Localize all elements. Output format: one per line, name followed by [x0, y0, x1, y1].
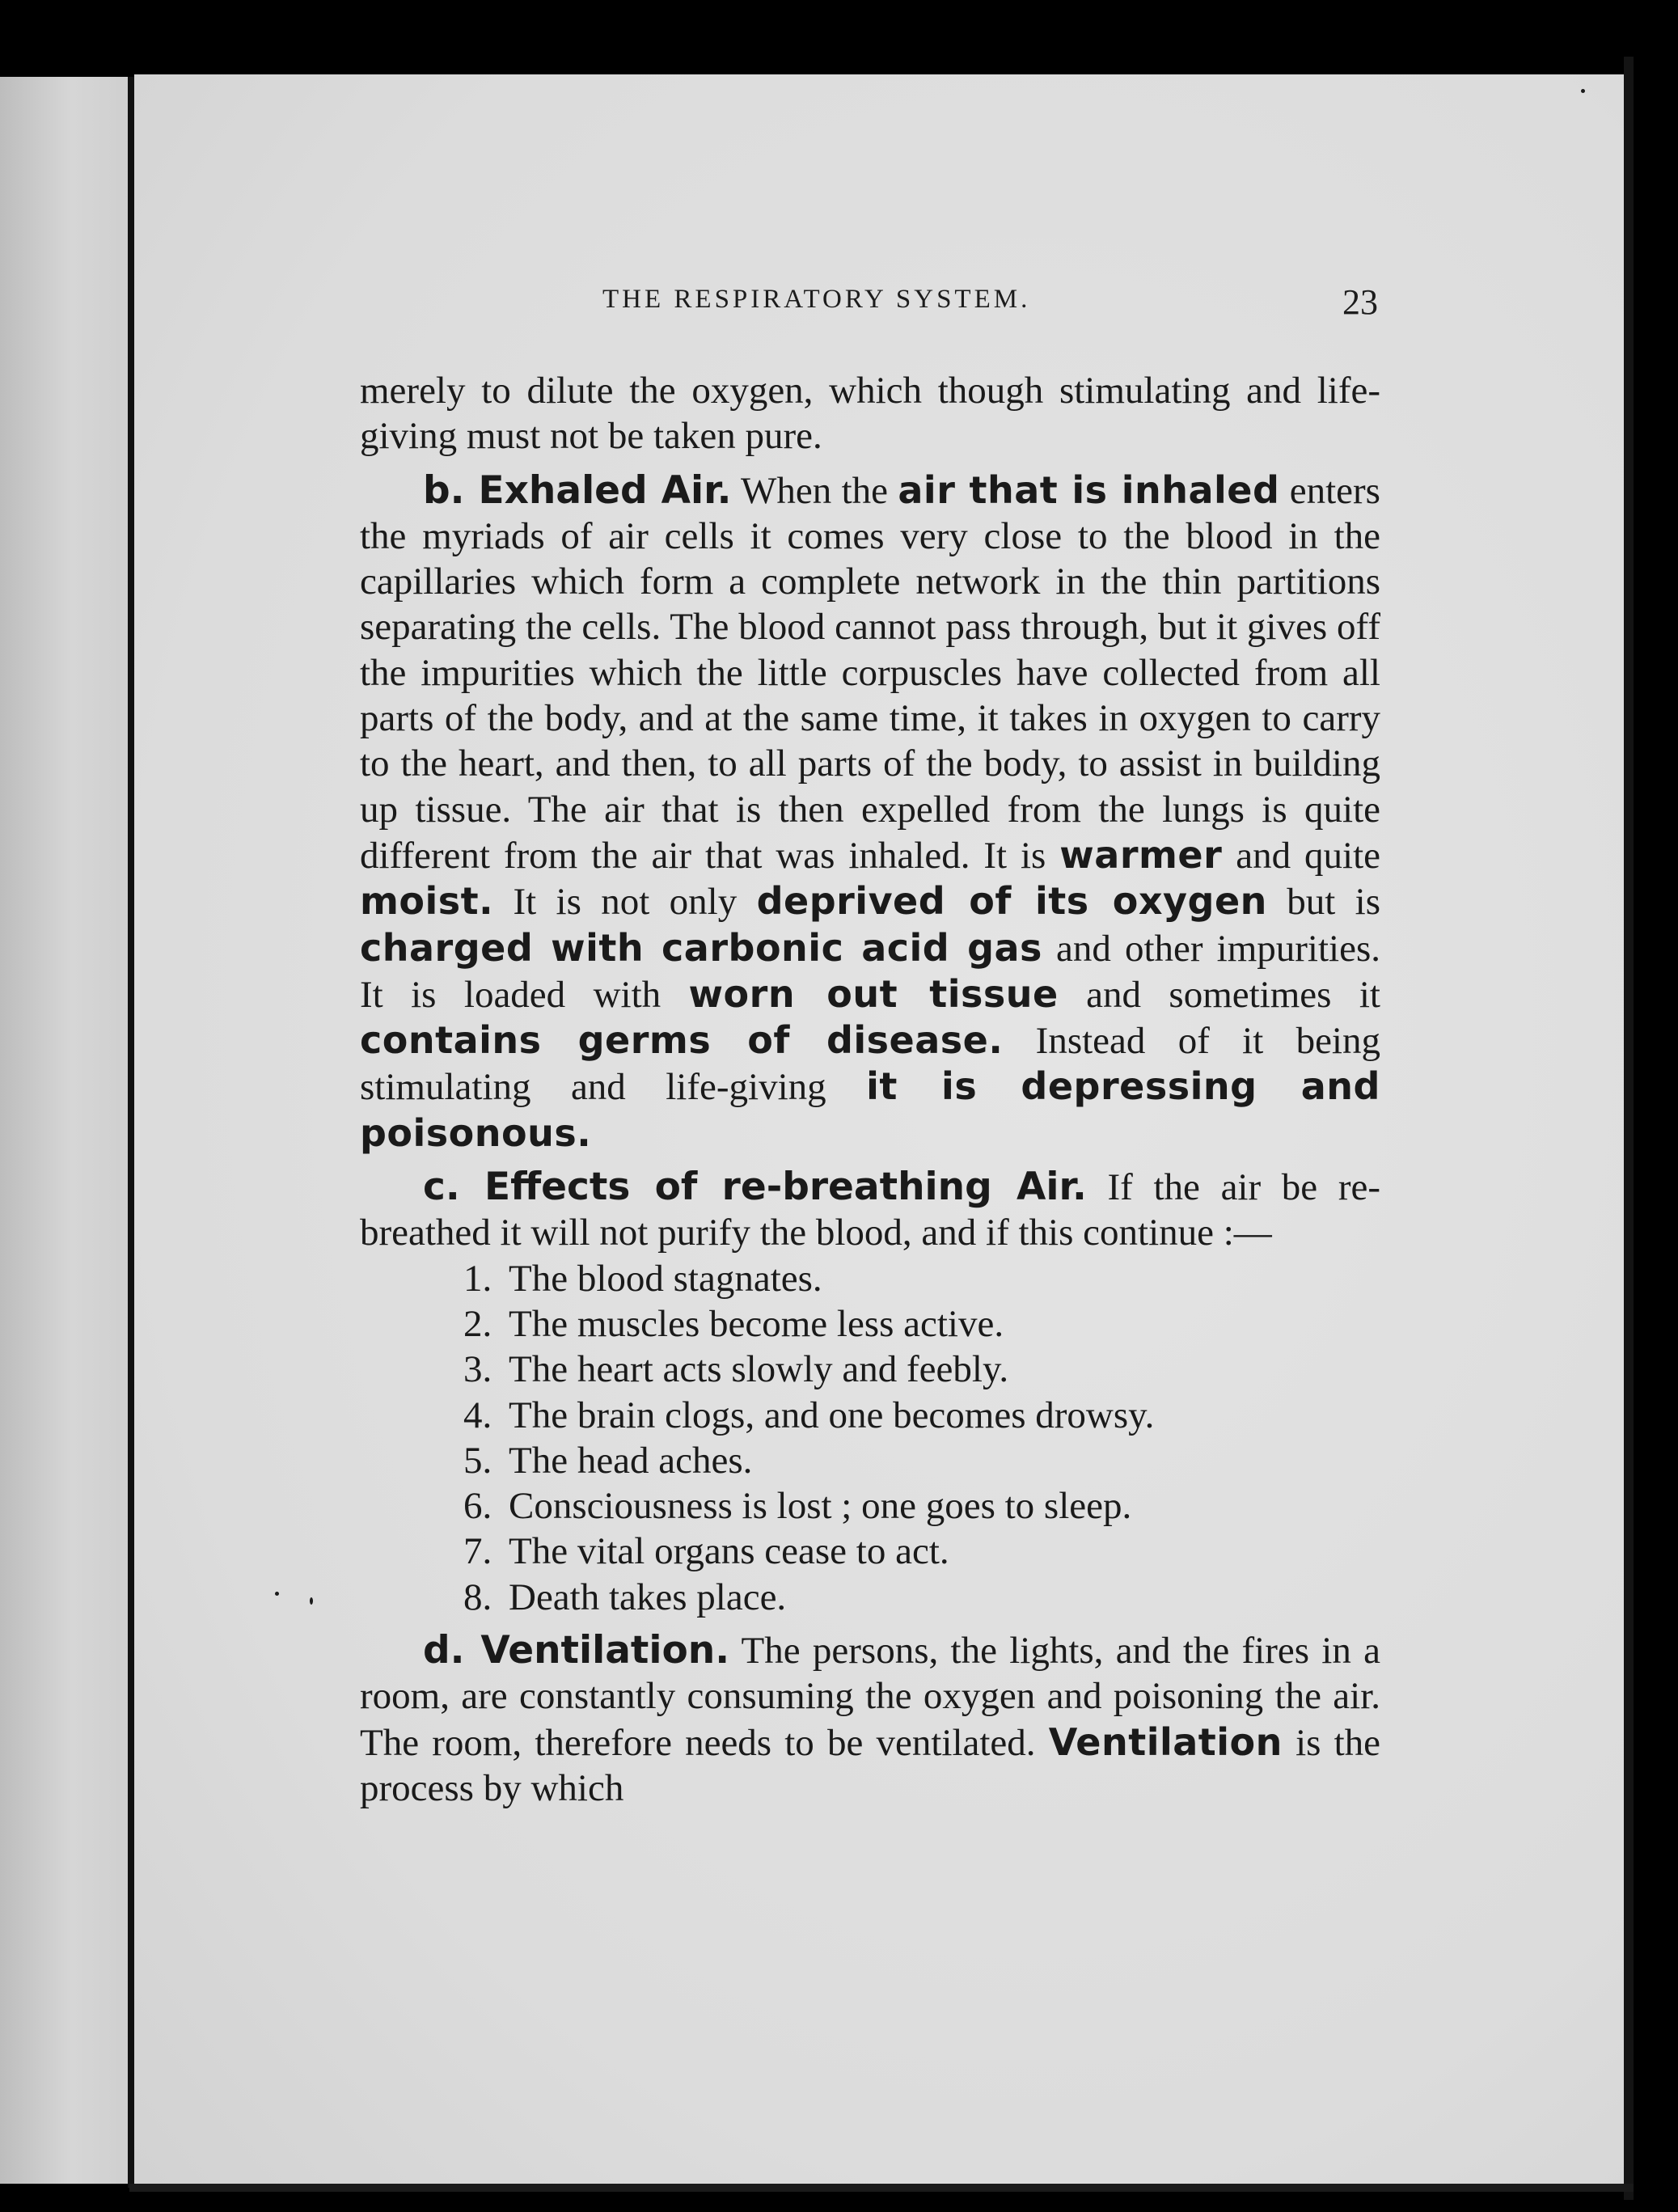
list-item — [463, 1483, 1380, 1529]
page-right-edge — [1624, 57, 1634, 2200]
list-item — [463, 1256, 1380, 1301]
list-item-number: 4. — [463, 1394, 492, 1436]
list-item-text: The vital organs cease to act. — [509, 1530, 949, 1573]
text-run: Instead of it being stimulating and life-giving — [360, 1020, 1380, 1109]
section-heading-c: c. Effects of re-breathing Air. — [423, 1165, 1087, 1210]
list-item — [463, 1529, 1380, 1574]
paragraph-rebreathing — [360, 1165, 1380, 1256]
list-item-number: 1. — [463, 1257, 492, 1300]
effects-list — [360, 1256, 1380, 1620]
text-run: The persons, the lights, and the fires in a room, are constantly consuming the oxygen and poisoning the air. The room, therefore needs to be ventilated. — [360, 1630, 1380, 1764]
list-item-number: 5. — [463, 1439, 492, 1482]
continuation-paragraph: merely to dilute the oxygen, which though stimulating and life-giving must not be taken pure. — [360, 370, 1380, 458]
emphasis-run: Ventilation — [1048, 1719, 1283, 1764]
margin-speck — [310, 1597, 313, 1605]
section-heading-d: d. Ventilation. — [423, 1628, 730, 1673]
list-item — [463, 1575, 1380, 1620]
emphasis-run: it is depressing and poisonous. — [360, 1064, 1380, 1155]
binding-gutter — [128, 77, 134, 2188]
section-heading-b: b. Exhaled Air. — [423, 467, 732, 513]
text-run: When the — [731, 469, 898, 512]
emphasis-run: warmer — [1059, 832, 1223, 877]
running-title: THE RESPIRATORY SYSTEM. — [602, 285, 1031, 314]
emphasis-run: moist. — [360, 879, 494, 924]
list-item-number: 3. — [463, 1348, 492, 1391]
list-item — [463, 1393, 1380, 1438]
list-item — [463, 1347, 1380, 1392]
facing-page-edge — [0, 77, 129, 2184]
page-number: 23 — [1342, 282, 1378, 322]
text-run: is the process by which — [360, 1721, 1380, 1809]
text-run: It is not only — [493, 881, 757, 924]
page-bottom-edge — [129, 2184, 1634, 2192]
list-item-text: Death takes place. — [509, 1575, 787, 1618]
emphasis-run: worn out tissue — [688, 971, 1059, 1016]
emphasis-run: air that is inhaled — [898, 467, 1280, 512]
paragraph-exhaled-air — [360, 467, 1380, 1157]
list-item-text: The brain clogs, and one becomes drowsy. — [509, 1394, 1155, 1436]
emphasis-run: deprived of its oxygen — [756, 879, 1267, 924]
list-item — [463, 1301, 1380, 1347]
emphasis-run: charged with carbonic acid gas — [360, 925, 1042, 970]
list-item-number: 2. — [463, 1302, 492, 1345]
margin-speck — [1581, 89, 1585, 93]
list-item — [463, 1438, 1380, 1483]
list-item-text: The head aches. — [509, 1439, 753, 1482]
list-item-text: The blood stagnates. — [509, 1257, 822, 1300]
paragraph-ventilation — [360, 1628, 1380, 1811]
text-run: enters the myriads of air cells it comes very close to the blood in the capillaries which form a complete network in the thin partitions separating the cells. The blood cannot pass through, but it gives off the impurities which the little corpuscles have collected from all parts of the body, and at the same time, it takes in oxygen to carry to the heart, and then, to all parts of the body, to assist in building up tissue. The air that is then expelled from the lungs is quite different from the air that was inhaled. It is — [360, 469, 1380, 877]
list-item-text: Consciousness is lost ; one goes to sleep. — [509, 1485, 1132, 1528]
page-body — [360, 368, 1380, 1811]
text-run: If the air be re-breathed it will not purify the blood, and if this continue :— — [360, 1166, 1380, 1254]
text-run: and other impurities. It is loaded with — [360, 927, 1380, 1016]
list-item-number: 7. — [463, 1530, 492, 1573]
text-run: but is — [1266, 881, 1380, 924]
list-item-number: 6. — [463, 1485, 492, 1528]
text-run: and quite — [1222, 834, 1381, 877]
emphasis-run: contains germs of disease. — [360, 1018, 1004, 1063]
margin-speck — [275, 1592, 279, 1596]
list-item-text: The heart acts slowly and feebly. — [509, 1348, 1009, 1391]
list-item-number: 8. — [463, 1575, 492, 1618]
text-run: and sometimes it — [1058, 973, 1380, 1016]
list-item-text: The muscles become less active. — [509, 1302, 1004, 1345]
